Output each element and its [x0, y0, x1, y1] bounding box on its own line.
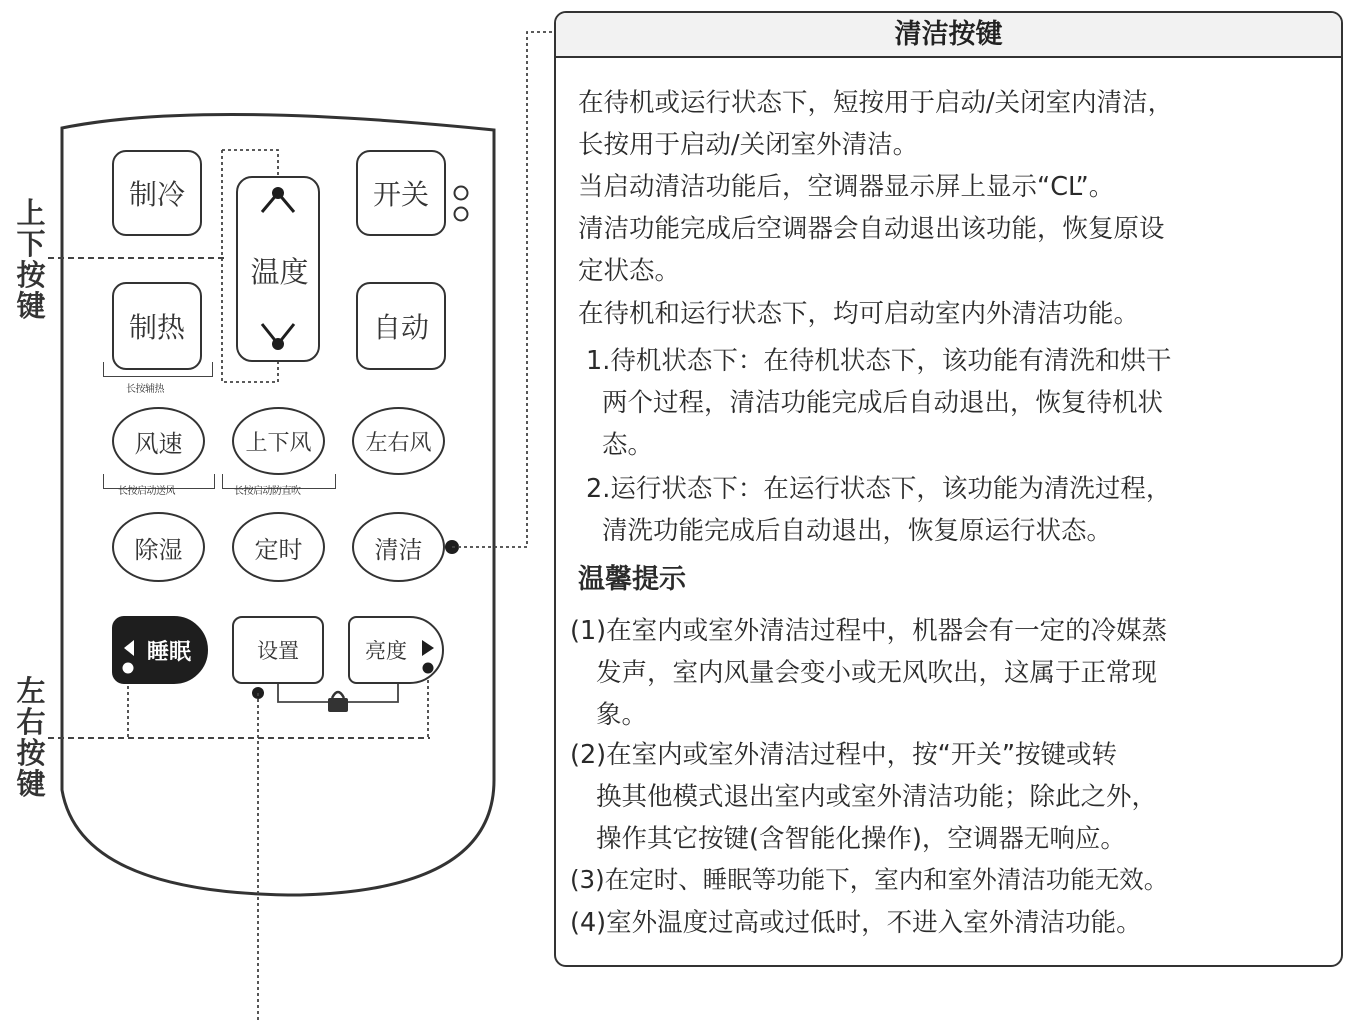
indicator-light-top: [455, 187, 468, 200]
temperature-label: 温度: [250, 255, 309, 289]
tip-line: (2)在室内或室外清洁过程中，按“开关”按键或转: [570, 740, 1118, 770]
panel-line: 清洗功能完成后自动退出，恢复原运行状态。: [602, 516, 1113, 546]
panel-line: 在待机和运行状态下，均可启动室内外清洁功能。: [578, 299, 1140, 329]
side-label-char: 右: [16, 705, 46, 739]
panel-line: 2.运行状态下：在运行状态下，该功能为清洗过程，: [586, 474, 1172, 504]
swing-left-right-button[interactable]: [352, 407, 445, 475]
panel-line: 定状态。: [578, 256, 681, 286]
sleep-button[interactable]: [112, 616, 208, 684]
panel-line: 清洁功能完成后空调器会自动退出该功能，恢复原设: [578, 214, 1165, 244]
power-button[interactable]: [356, 150, 446, 236]
up-down-keys-label: [14, 198, 48, 322]
cool-button[interactable]: [112, 150, 202, 236]
tip-line: (3)在定时、睡眠等功能下，室内和室外清洁功能无效。: [570, 865, 1169, 894]
panel-line: 1.待机状态下：在待机状态下，该功能有清洗和烘干: [586, 346, 1172, 376]
tip-line: 操作其它按键(含智能化操作)，空调器无响应。: [596, 824, 1126, 854]
settings-button[interactable]: [232, 616, 324, 684]
swing-up-down-button-label: 上下风: [245, 430, 312, 456]
panel-line: 当启动清洁功能后，空调器显示屏上显示“CL”。: [578, 172, 1115, 202]
tip-line: 象。: [596, 700, 648, 730]
side-label-char: 左: [16, 674, 46, 708]
clean-button-label: 清洁: [374, 535, 423, 564]
side-label-char: 键: [16, 289, 46, 323]
side-label-char: 下: [16, 227, 46, 261]
swing-up-down-button[interactable]: [232, 407, 325, 475]
heat-long-press-bracket: [103, 362, 213, 377]
side-label-char: 键: [16, 767, 46, 801]
fan-speed-button[interactable]: [112, 407, 205, 475]
cool-button-label: 制冷: [128, 178, 185, 211]
clean-key-info-panel: [554, 11, 1343, 967]
auto-button[interactable]: [356, 282, 446, 370]
side-label-char: 按: [16, 258, 46, 292]
panel-line: 两个过程，清洁功能完成后自动退出，恢复待机状: [602, 388, 1164, 418]
heat-long-press-label: 长按辅热: [126, 384, 164, 395]
lock-icon-body: [328, 698, 348, 712]
sleep-button-label: 睡眠: [146, 639, 191, 665]
fan-speed-button-label: 风速: [134, 429, 183, 458]
clean-button[interactable]: [352, 512, 445, 582]
settings-button-label: 设置: [257, 639, 299, 663]
brightness-button[interactable]: [348, 616, 444, 684]
swing-up-down-long-press-label: 长按启动防直吹: [234, 486, 301, 497]
indicator-light-bottom: [455, 208, 468, 221]
dehumidify-button[interactable]: [112, 512, 205, 582]
tip-line: 发声，室内风量会变小或无风吹出，这属于正常现: [596, 658, 1158, 688]
left-right-keys-label: [14, 676, 48, 800]
auto-button-label: 自动: [372, 311, 429, 344]
timer-button-label: 定时: [254, 535, 303, 564]
tip-line: 换其他模式退出室内或室外清洁功能；除此之外，: [596, 782, 1158, 812]
panel-line: 态。: [602, 430, 654, 460]
tips-title: 温馨提示: [578, 564, 686, 595]
brightness-button-label: 亮度: [365, 639, 407, 663]
heat-button[interactable]: [112, 282, 202, 370]
tip-line: (1)在室内或室外清洁过程中，机器会有一定的冷媒蒸: [570, 616, 1168, 646]
tip-line: (4)室外温度过高或过低时，不进入室外清洁功能。: [570, 908, 1142, 938]
panel-line: 在待机或运行状态下，短按用于启动/关闭室内清洁，: [578, 88, 1174, 118]
timer-button[interactable]: [232, 512, 325, 582]
dehumidify-button-label: 除湿: [134, 535, 183, 564]
side-label-char: 上: [16, 196, 46, 230]
panel-title: 清洁按键: [556, 13, 1341, 58]
panel-line: 长按用于启动/关闭室外清洁。: [578, 130, 919, 160]
swing-left-right-button-label: 左右风: [365, 430, 432, 456]
side-label-char: 按: [16, 736, 46, 770]
power-button-label: 开关: [372, 178, 429, 211]
heat-button-label: 制热: [128, 311, 185, 344]
fan-speed-long-press-label: 长按启动送风: [118, 486, 175, 497]
